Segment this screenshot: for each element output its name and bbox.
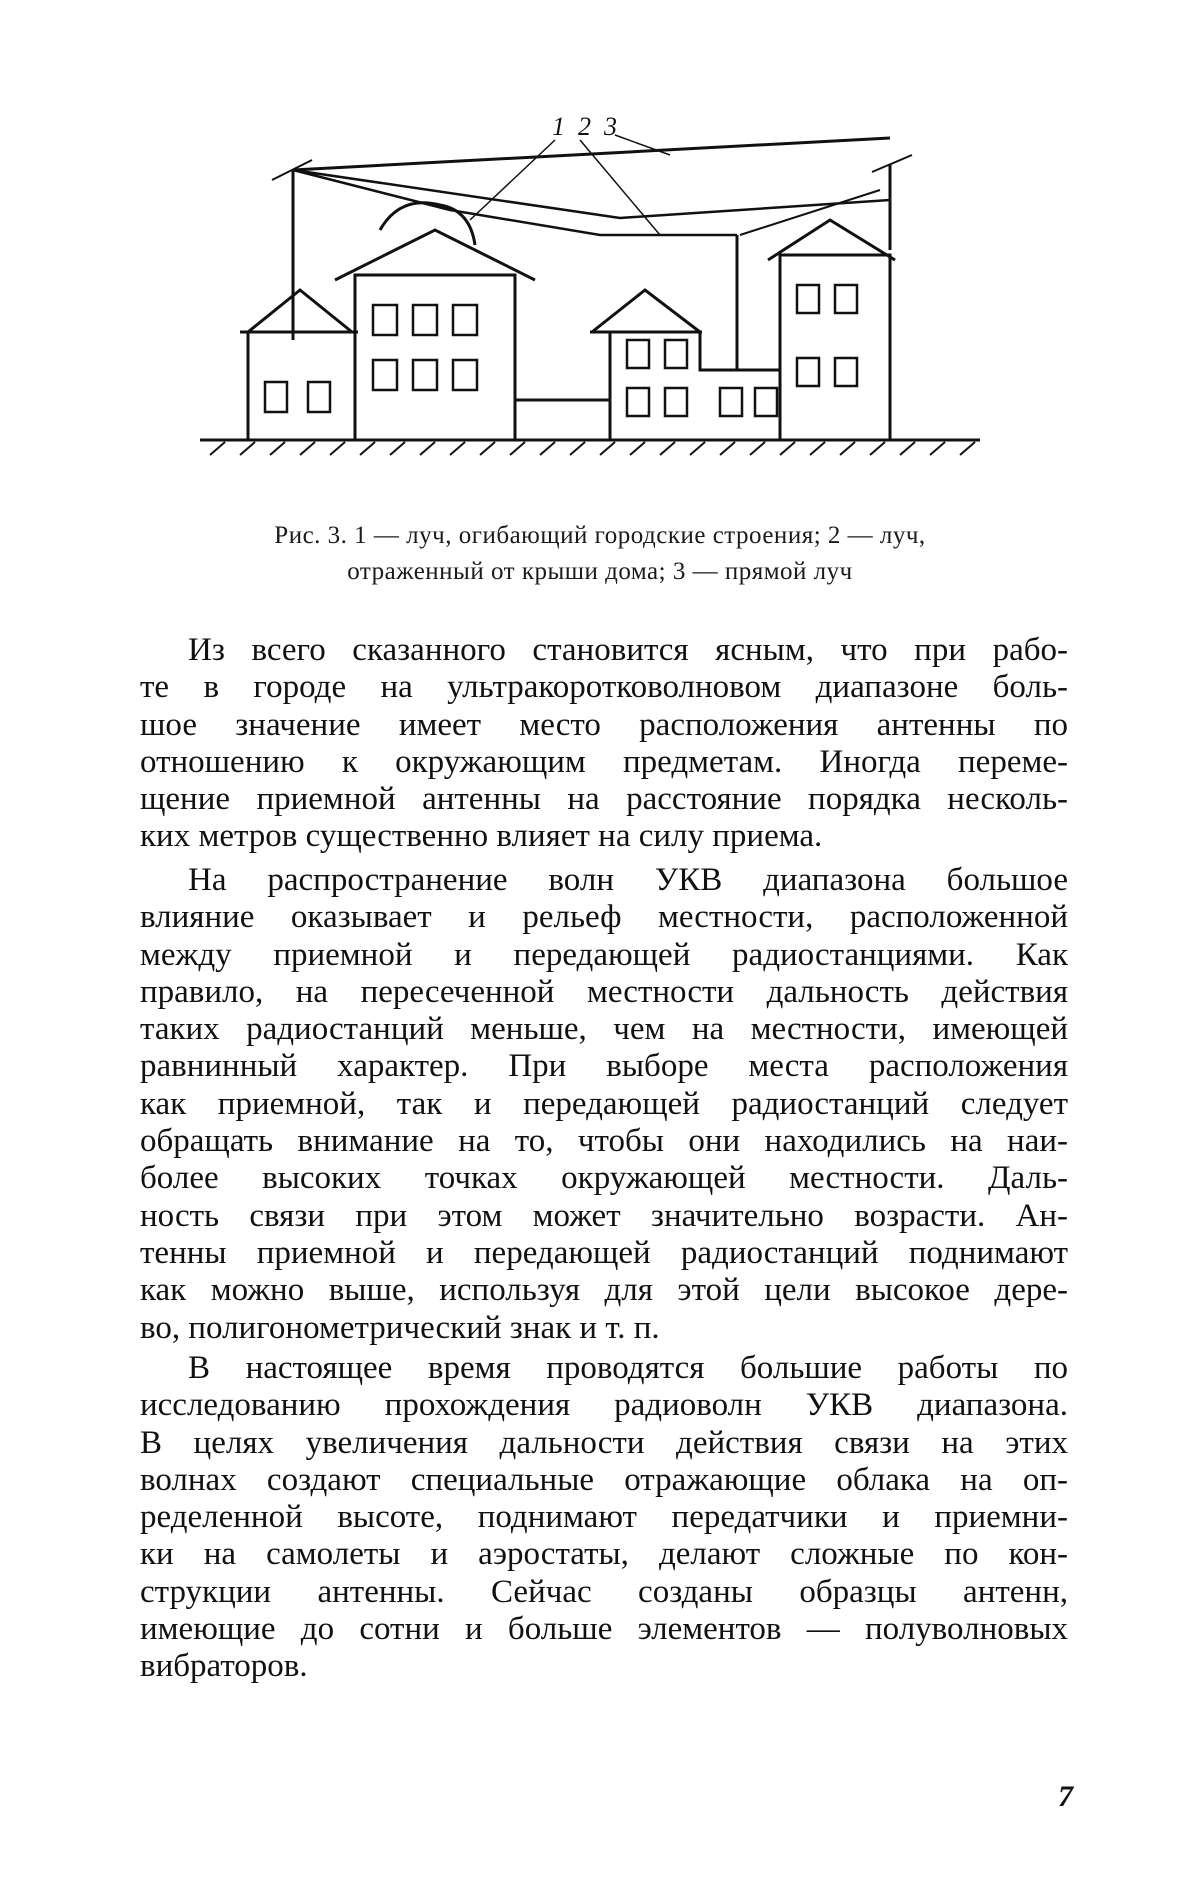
paragraph-line: те в городе на ультракоротковолновом диапазоне боль- bbox=[140, 669, 1068, 706]
paragraph-line: как приемной, так и передающей радиостанций следует bbox=[140, 1085, 1068, 1122]
paragraph-line: обращать внимание на то, чтобы они находились на наи- bbox=[140, 1123, 1068, 1160]
paragraph-line: ких метров существенно влияет на силу приема. bbox=[140, 818, 823, 855]
paragraph-line: влияние оказывает и рельеф местности, расположенной bbox=[140, 899, 1068, 936]
paragraph-line: ки на самолеты и аэростаты, делают сложные по кон- bbox=[140, 1536, 1068, 1573]
paragraph-line: имеющие до сотни и больше элементов — полуволновых bbox=[140, 1611, 1068, 1648]
caption-line-1: Рис. 3. 1 — луч, огибающий городские строения; 2 — луч, bbox=[274, 522, 926, 549]
paragraph-line: волнах создают специальные отражающие облака на оп- bbox=[140, 1461, 1068, 1498]
paragraph-line: На распространение волн УКВ диапазона большое bbox=[188, 862, 1068, 898]
paragraph-line: щение приемной антенны на расстояние порядка несколь- bbox=[140, 781, 1068, 818]
caption-line-2: отраженный от крыши дома; 3 — прямой луч bbox=[347, 558, 853, 585]
page-number: 7 bbox=[1058, 1780, 1073, 1813]
figure-radio-propagation bbox=[200, 110, 1000, 480]
paragraph-line: во, полигонометрический знак и т. п. bbox=[140, 1309, 660, 1346]
paragraph-line: В целях увеличения дальности действия связи на этих bbox=[140, 1424, 1068, 1461]
paragraph-line: исследованию прохождения радиоволн УКВ диапазона. bbox=[140, 1387, 1068, 1424]
paragraph-line: тенны приемной и передающей радиостанций поднимают bbox=[140, 1234, 1068, 1271]
figure-label-2: 2 bbox=[578, 112, 591, 141]
paragraph-line: вибраторов. bbox=[140, 1648, 308, 1685]
figure-label-1: 1 bbox=[552, 112, 565, 141]
paragraph-2 bbox=[140, 862, 1068, 1347]
paragraph-line: отношению к окружающим предметам. Иногда переме- bbox=[140, 743, 1068, 780]
paragraph-line: шое значение имеет место расположения антенны по bbox=[140, 706, 1068, 743]
paragraph-line: равнинный характер. При выборе места расположения bbox=[140, 1048, 1068, 1085]
paragraph-line: таких радиостанций меньше, чем на местности, имеющей bbox=[140, 1011, 1068, 1048]
figure-caption bbox=[150, 518, 1050, 590]
paragraph-3 bbox=[140, 1350, 1068, 1686]
buildings-diagram bbox=[200, 110, 1000, 480]
paragraph-line: ность связи при этом может значительно возрасти. Ан- bbox=[140, 1197, 1068, 1234]
paragraph-line: В настоящее время проводятся большие работы по bbox=[188, 1350, 1068, 1386]
figure-label-3: 3 bbox=[604, 112, 617, 141]
paragraph-line: между приемной и передающей радиостанциями. Как bbox=[140, 936, 1068, 973]
paragraph-1 bbox=[140, 632, 1068, 856]
paragraph-line: более высоких точках окружающей местности. Даль- bbox=[140, 1160, 1068, 1197]
paragraph-line: струкции антенны. Сейчас созданы образцы антенн, bbox=[140, 1573, 1068, 1610]
paragraph-line: ределенной высоте, поднимают передатчики и приемни- bbox=[140, 1499, 1068, 1536]
paragraph-line: правило, на пересеченной местности дальность действия bbox=[140, 973, 1068, 1010]
paragraph-line: Из всего сказанного становится ясным, что при рабо- bbox=[188, 632, 1068, 668]
paragraph-line: как можно выше, используя для этой цели высокое дере- bbox=[140, 1272, 1068, 1309]
